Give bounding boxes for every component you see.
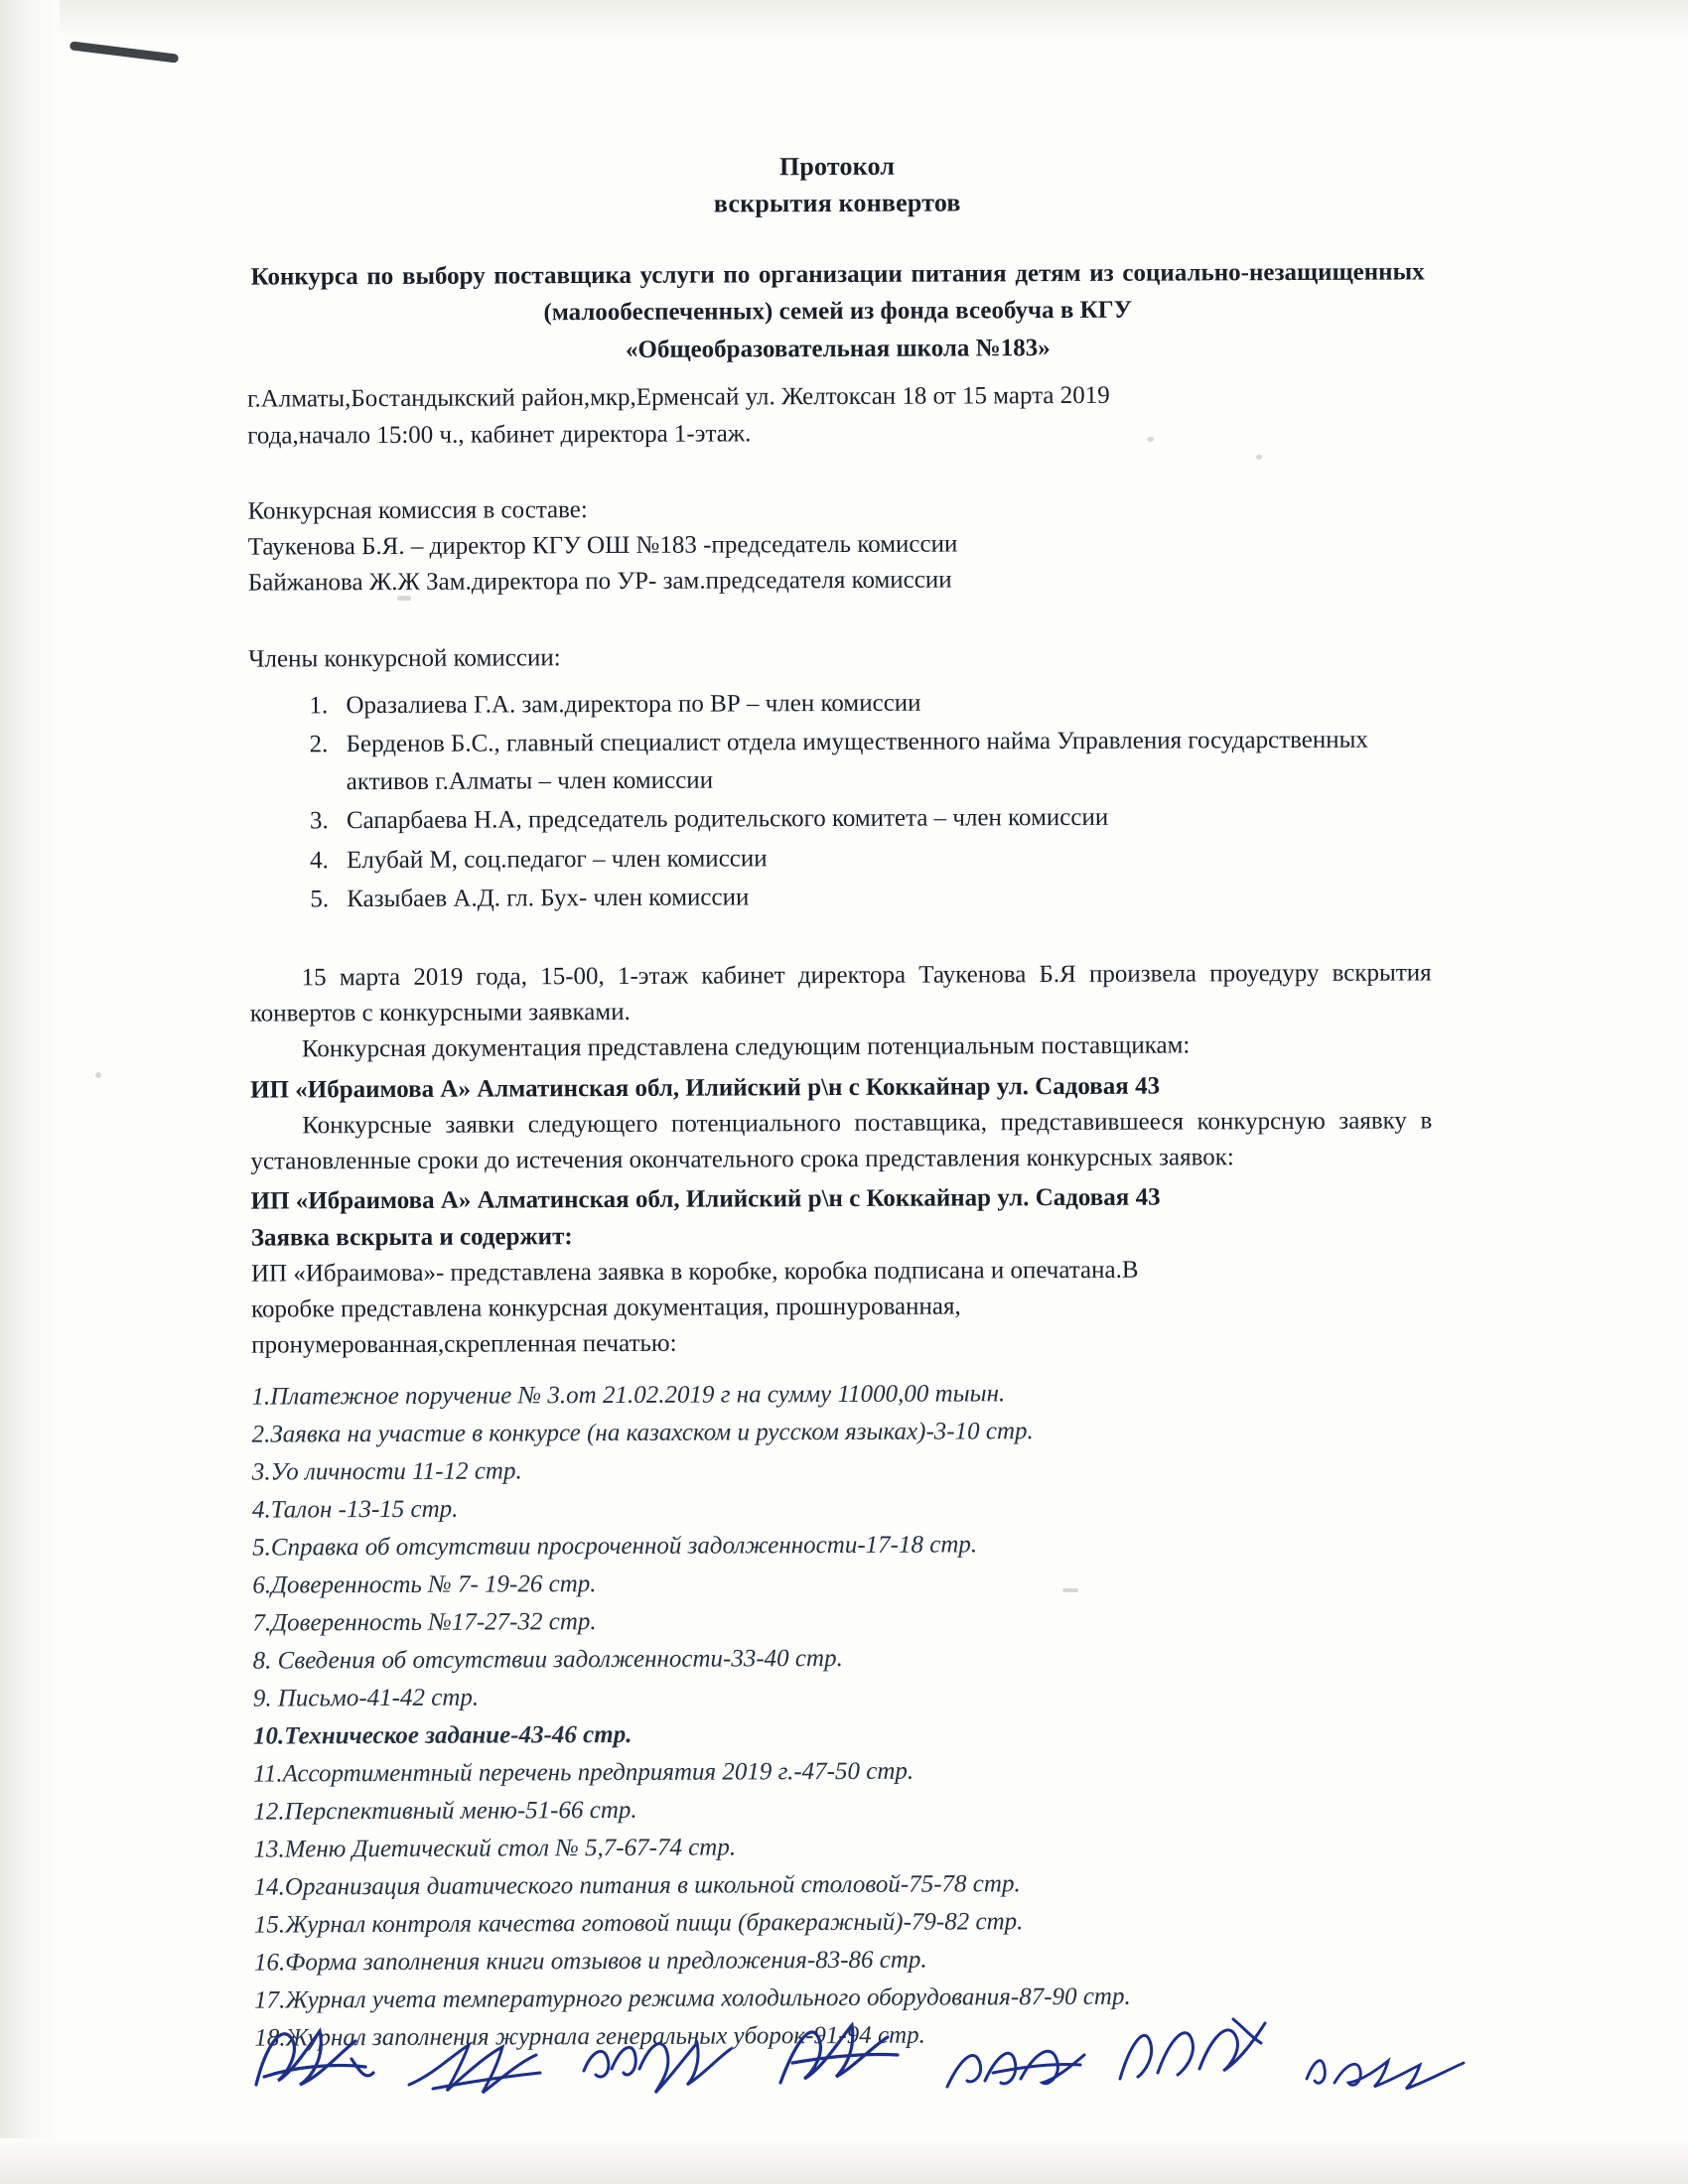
commission-vice-chair: Байжанова Ж.Ж Зам.директора по УР- зам.председателя комиссии <box>247 566 952 597</box>
list-item: 2.Заявка на участие в конкурсе (на казахском и русском языках)-3-10 стр. <box>251 1417 1034 1448</box>
commission-chair: Таукенова Б.Я. – директор КГУ ОШ №183 -председатель комиссии <box>247 530 958 561</box>
list-item: 4.Талон -13-15 стр. <box>251 1495 459 1524</box>
signature-row <box>228 2005 1470 2124</box>
procedure-paragraph: 15 марта 2019 года, 15-00, 1-этаж кабинет директора Таукенова Б.Я произвела проуедуру вскрытия конвертов с конкурсными заявками. <box>249 959 1432 1027</box>
envelope-opened-heading: Заявка вскрыта и содержит: <box>250 1222 573 1252</box>
list-item: 11.Ассортиментный перечень предприятия 2019 г.-47-50 стр. <box>253 1757 914 1788</box>
document-subject <box>246 253 1428 370</box>
title-line-2: вскрытия конвертов <box>713 188 961 218</box>
subject-line-3: «Общеобразовательная школа №183» <box>625 334 1051 363</box>
list-item: 5. Казыбаев А.Д. гл. Бух- член комиссии <box>335 877 1431 918</box>
document-title <box>246 146 1428 224</box>
subject-line-2: социально-незащищенных (малообеспеченных) семей из фонда всеобуча в КГУ <box>543 258 1425 327</box>
envelope-contents-line-3: пронумерованная,скрепленная печатью: <box>251 1330 677 1359</box>
list-item: 4. Елубай М, соц.педагог – член комиссии <box>335 837 1431 879</box>
signature-mark <box>578 2023 737 2107</box>
list-item: 12.Перспективный меню-51-66 стр. <box>253 1796 637 1826</box>
signature-mark <box>1112 2013 1271 2099</box>
list-item: 18.Журнал заполнения журнала генеральных уборок-91-94 стр. <box>254 2021 925 2052</box>
list-item: 9. Письмо-41-42 стр. <box>252 1684 480 1712</box>
scan-edge-shading-bottom <box>0 2138 1688 2184</box>
signature-mark <box>248 2015 397 2105</box>
list-item: 3.Уо личности 11-12 стр. <box>251 1456 522 1486</box>
scan-edge-shading-left <box>0 0 60 2184</box>
members-heading: Члены конкурсной комиссии: <box>248 643 561 673</box>
document-body <box>246 146 1436 2057</box>
address-line-2: года,начало 15:00 ч., кабинет директора 1-этаж. <box>247 419 752 450</box>
list-item: 10.Техническое задание-43-46 стр. <box>252 1720 633 1750</box>
signature-mark <box>403 2033 552 2113</box>
supplier-name-second: ИП «Ибраимова А» Алматинская обл, Илийский р\н с Коккайнар ул. Садовая 43 <box>250 1183 1161 1215</box>
list-item: 16.Форма заполнения книги отзывов и предложения-83-86 стр. <box>253 1946 927 1977</box>
scan-edge-shading-top <box>0 0 1688 40</box>
scan-artifact-mark <box>70 41 179 63</box>
list-item: 8. Сведения об отсутствии задолженности-33-40 стр. <box>252 1644 843 1675</box>
title-line-1: Протокол <box>778 151 896 182</box>
commission-heading: Конкурсная комиссия в составе: <box>247 495 588 525</box>
list-item: 6.Доверенность № 7- 19-26 стр. <box>252 1570 597 1599</box>
scan-speck <box>95 1072 101 1078</box>
list-item: 2. Берденов Б.С., главный специалист отдела имущественного найма Управления государственных активов г.Алматы – член комиссии <box>335 722 1431 801</box>
enclosed-documents-list <box>251 1373 1436 2057</box>
event-address <box>247 377 1429 455</box>
list-item: 1. Оразалиева Г.А. зам.директора по ВР – член комиссии <box>334 682 1430 724</box>
signature-mark <box>941 2031 1090 2107</box>
list-item: 3. Сапарбаева Н.А, председатель родительского комитета – член комиссии <box>335 798 1431 840</box>
address-line-1: г.Алматы,Бостандыкский район,мкр,Ерменсай ул. Желтоксан 18 от 15 марта 2019 <box>247 382 1110 413</box>
envelope-contents-line-2: коробке представлена конкурсная документация, прошнурованная, <box>251 1293 961 1323</box>
list-item: 5.Справка об отсутствии просроченной задолженности-17-18 стр. <box>252 1530 978 1562</box>
documentation-paragraph: Конкурсная документация представлена следующим потенциальным поставщикам: <box>301 1031 1191 1063</box>
list-item: 17.Журнал учета температурного режима холодильного оборудования-87-90 стр. <box>254 1982 1131 2014</box>
bids-paragraph: Конкурсные заявки следующего потенциального поставщика, представившееся конкурсную заявку в установленные сроки до истечения окончательного срока представления конкурсных заявок: <box>250 1107 1433 1175</box>
list-item: 15.Журнал контроля качества готовой пищи (бракеражный)-79-82 стр. <box>253 1907 1024 1939</box>
signature-mark <box>1301 2039 1470 2099</box>
list-item: 14.Организация диатического питания в школьной столовой-75-78 стр. <box>253 1869 1021 1901</box>
commission-members-list <box>248 682 1431 918</box>
supplier-name-first: ИП «Ибраимова А» Алматинская обл, Илийский р\н с Коккайнар ул. Садовая 43 <box>250 1072 1161 1104</box>
list-item: 13.Меню Диетический стол № 5,7-67-74 стр. <box>253 1834 737 1863</box>
signature-mark <box>771 2011 910 2101</box>
list-item: 1.Платежное поручение № 3.от 21.02.2019 г на сумму 11000,00 тыын. <box>251 1379 1006 1411</box>
list-item: 7.Доверенность №17-27-32 стр. <box>252 1607 597 1637</box>
envelope-contents-line-1: ИП «Ибраимова»- представлена заявка в коробке, коробка подписана и опечатана.В <box>250 1256 1139 1288</box>
subject-line-1: Конкурса по выбору поставщика услуги по организации питания детям из <box>250 259 1114 291</box>
